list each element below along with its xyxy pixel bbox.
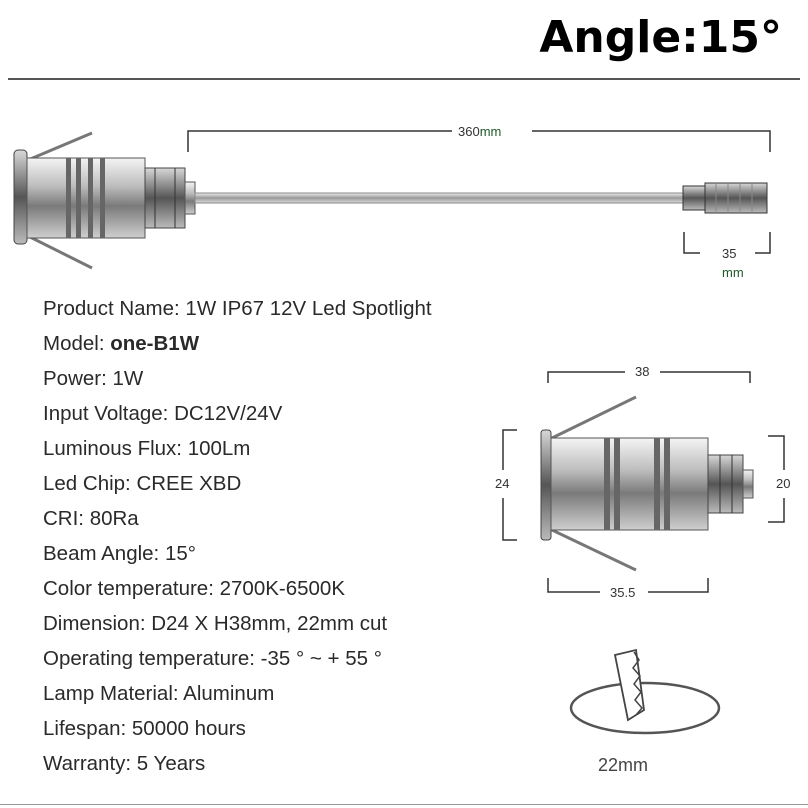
cable-length-label: 360mm: [458, 124, 502, 139]
side-left-dimension: 24: [495, 476, 510, 491]
spec-dimension: Dimension: D24 X H38mm, 22mm cut: [43, 612, 388, 635]
page-title: Angle:15°: [539, 12, 782, 63]
spec-color-temperature: Color temperature: 2700K-6500K: [43, 577, 345, 600]
side-top-dimension: 38: [635, 364, 650, 379]
spec-input-voltage: Input Voltage: DC12V/24V: [43, 402, 283, 425]
lamp-side-view: [503, 372, 784, 592]
spec-beam-angle: Beam Angle: 15°: [43, 542, 196, 565]
spec-cri: CRI: 80Ra: [43, 507, 139, 530]
cut-hole-label: 22mm: [598, 755, 649, 775]
lamp-with-cable-view: [14, 131, 770, 268]
side-right-dimension: 20: [776, 476, 791, 491]
spec-warranty: Warranty: 5 Years: [43, 752, 206, 775]
spec-list: [43, 294, 432, 784]
connector-length-value: 35: [722, 246, 737, 261]
spec-lifespan: Lifespan: 50000 hours: [43, 717, 246, 740]
connector-length-unit: mm: [722, 265, 744, 280]
spec-luminous-flux: Luminous Flux: 100Lm: [43, 437, 251, 460]
spec-operating-temperature: Operating temperature: -35 ° ~ + 55 °: [43, 647, 382, 670]
spec-lamp-material: Lamp Material: Aluminum: [43, 682, 275, 705]
side-bottom-dimension: 35.5: [610, 585, 636, 600]
spec-model: Model: one-B1W: [43, 332, 200, 355]
spec-power: Power: 1W: [43, 367, 144, 390]
spec-led-chip: Led Chip: CREE XBD: [43, 472, 242, 495]
cut-hole-sketch: [571, 650, 719, 733]
spec-product-name: Product Name: 1W IP67 12V Led Spotlight: [43, 297, 432, 320]
